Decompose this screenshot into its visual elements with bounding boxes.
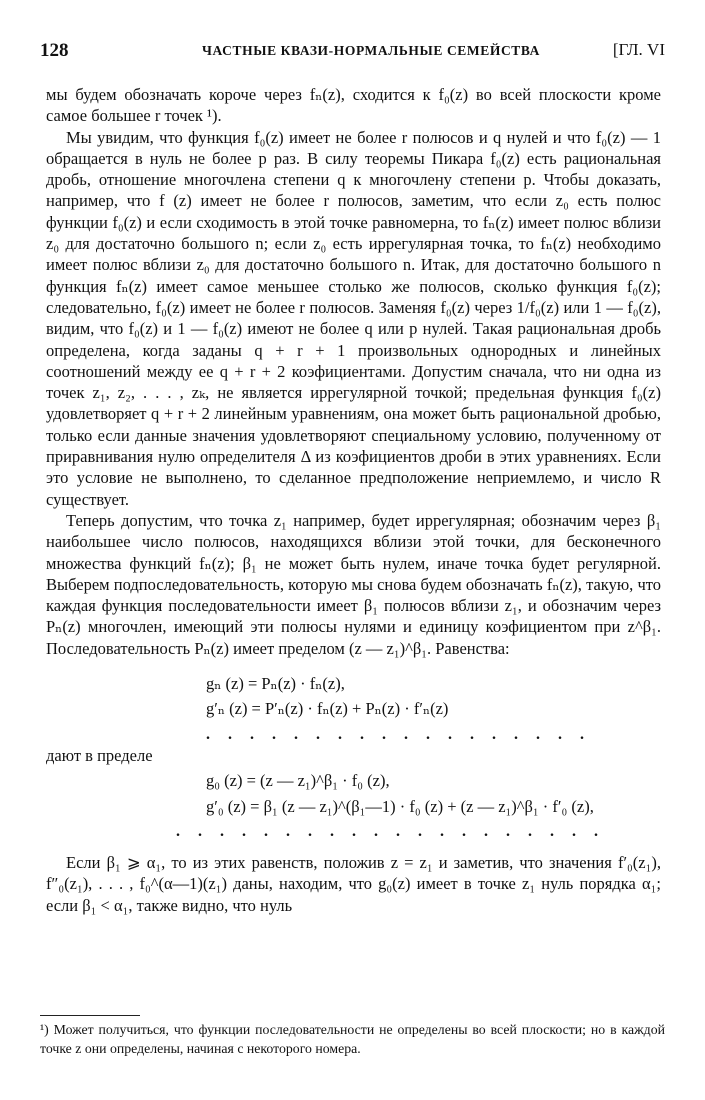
formula-line: g₀ (z) = (z — z₁)^β₁ · f₀ (z), bbox=[206, 771, 390, 791]
ellipsis-dots: . . . . . . . . . . . . . . . . . . . . bbox=[176, 822, 605, 840]
paragraph: Если β₁ ⩾ α₁, то из этих равенств, положив z = z₁ и заметив, что значения f′₀(z₁), f″₀(z₁), . . . , f₀^(α—1)(z₁) даны, находим, что g₀(z) имеет в точке z₁ нуль порядка α₁; если β₁ < α₁, также видно, что нуль bbox=[46, 853, 661, 915]
paragraph: дают в пределе bbox=[46, 745, 153, 765]
ellipsis-dots: . . . . . . . . . . . . . . . . . . bbox=[206, 725, 591, 743]
footnote-rule bbox=[40, 1015, 140, 1016]
formula-line: g′ₙ (z) = P′ₙ(z) · fₙ(z) + Pₙ(z) · f′ₙ(z) bbox=[206, 699, 449, 719]
running-title: ЧАСТНЫЕ КВАЗИ-НОРМАЛЬНЫЕ СЕМЕЙСТВА bbox=[202, 43, 541, 58]
page-number: 128 bbox=[40, 40, 69, 61]
page-body bbox=[46, 84, 661, 916]
formula-line: gₙ (z) = Pₙ(z) · fₙ(z), bbox=[206, 674, 345, 694]
paragraph: Теперь допустим, что точка z₁ например, будет иррегулярная; обозначим через β₁ наибольшее число полюсов, находящихся вблизи этой точки, для бесконечного множества функций fₙ(z); β₁ не может быть нулем, иначе точка будет регулярной. Выберем подпоследовательность, которую мы снова будем обозначать fₙ(z), такую, что каждая функция последовательности имеет β₁ полюсов вблизи z₁, и обозначим через Pₙ(z) многочлен, имеющий эти полюсы нулями и единицу коэфициентом при z^β₁. Последовательность Pₙ(z) имеет пределом (z — z₁)^β₁. Равенства: bbox=[46, 510, 661, 658]
paragraph: мы будем обозначать короче через fₙ(z), сходится к f₀(z) во всей плоскости кроме самое большее r точек ¹). bbox=[46, 85, 661, 126]
formula-line: g′₀ (z) = β₁ (z — z₁)^(β₁—1) · f₀ (z) + (z — z₁)^β₁ · f′₀ (z), bbox=[206, 796, 594, 816]
chapter-label: [ГЛ. VI bbox=[612, 40, 665, 59]
paragraph: Мы увидим, что функция f₀(z) имеет не более r полюсов и q нулей и что f₀(z) — 1 обращается в нуль не более p раз. В силу теоремы Пикара f₀(z) есть рациональная дробь, отношение многочлена степени q к многочлену степени p. Чтобы доказать, например, что f (z) имеет не более r полюсов, заметим, что если z₀ есть полюс функции f₀(z) и если сходимость в этой точке равномерна, то fₙ(z) имеет полюс вблизи z₀ для достаточно большого n; если z₀ есть иррегулярная точка, то fₙ(z) необходимо имеет полюс вблизи z₀ для достаточно большого n. Итак, для достаточно большого n функция fₙ(z) имеет самое меньшее столько же полюсов, сколько функция f₀(z); следовательно, f₀(z) имеет не более r полюсов. Заменяя f₀(z) через 1/f₀(z) или 1 — f₀(z), видим, что f₀(z) и 1 — f₀(z) имеют не более q или p нулей. Такая рациональная дробь определена, когда заданы q + r + 1 произвольных однородных и линейных соотношений между ее q + r + 2 коэфициентами. Допустим сначала, что ни одна из точек z₁, z₂, . . . , zₖ, не является иррегулярной точкой; предельная функция f₀(z) удовлетворяет q + r + 2 линейным уравнениям, она может быть рациональной дробью, только если данные значения удовлетворяют специальному условию, полученному от приравнивания нулю определителя Δ из коэфициентов дроби в этих уравнениях. Если это условие не выполнено, то сделанное предположение неприемлемо, и число R существует. bbox=[46, 127, 661, 509]
page-header bbox=[40, 40, 665, 68]
footnote: ¹) Может получиться, что функции последовательности не определены во всей плоскости; но в каждой точке z они определены, начиная с некоторого номера. bbox=[40, 1022, 665, 1056]
